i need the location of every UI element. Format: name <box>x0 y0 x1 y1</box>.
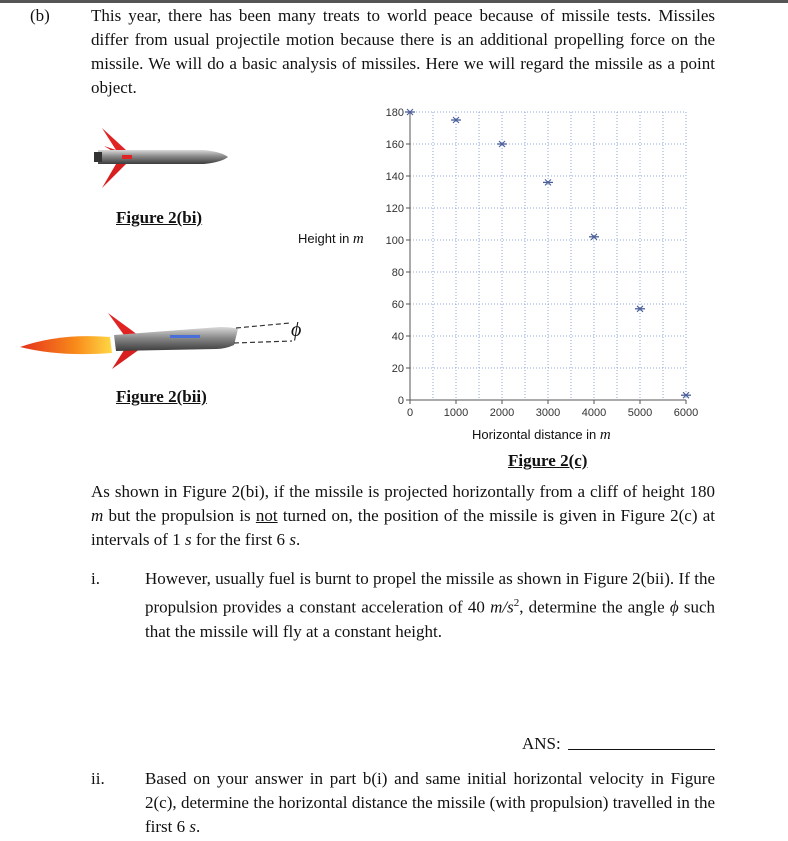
part-ii-unit-s: s <box>189 817 197 836</box>
y-tick-label: 140 <box>385 171 404 183</box>
part-ii-text <box>145 767 715 839</box>
body-paragraph <box>91 480 715 552</box>
x-tick-label: 3000 <box>535 407 561 419</box>
para-unit-s: s <box>184 530 192 549</box>
top-rule <box>0 0 788 3</box>
y-axis-unit: m <box>352 231 364 247</box>
x-tick-label: 6000 <box>673 407 699 419</box>
x-axis-label-text: Horizontal distance in <box>472 427 600 442</box>
data-point <box>497 141 507 147</box>
para-unit-s-2: s <box>289 530 296 549</box>
x-tick-label: 5000 <box>627 407 653 419</box>
part-i-unit: m/s <box>490 597 514 617</box>
part-i-superscript: 2 <box>513 597 520 609</box>
answer-blank-line[interactable] <box>568 749 715 750</box>
intro-paragraph: This year, there has been many treats to world peace because of missile tests. Missiles differ from usual projectile motion because there is an additional propelling force on the missile. We will do a basic analysis of missiles. Here we will regard the missile as a point object. <box>91 6 715 97</box>
question-label: (b) <box>30 6 50 25</box>
y-axis-label-text: Height in <box>298 231 353 246</box>
para-text-2: but the propulsion is <box>103 506 256 525</box>
x-tick-label: 4000 <box>581 407 607 419</box>
para-unit-m: m <box>91 506 104 525</box>
para-text-3: turned on, the position of the missile is given in Figure 2(c) at intervals of 1 <box>91 506 715 549</box>
para-text-1: As shown in Figure 2(bi), if the missile is projected horizontally from a cliff of height 180 <box>91 482 715 501</box>
part-i-text-c: such that the missile will fly at a constant height. <box>145 597 715 641</box>
part-ii-text-b: . <box>196 817 201 836</box>
y-tick-label: 20 <box>391 363 404 375</box>
para-text-4: for the first 6 <box>191 530 290 549</box>
x-tick-label: 2000 <box>489 407 515 419</box>
answer-label: ANS: <box>522 734 561 753</box>
part-i-text-a: However, usually fuel is burnt to propel the missile as shown in Figure 2(bii). If the propulsion provides a constant acceleration of 40 <box>145 569 715 617</box>
part-i-text <box>145 567 715 644</box>
trajectory-chart <box>370 100 699 430</box>
y-tick-label: 160 <box>385 139 404 151</box>
part-i-phi: ϕ <box>669 597 679 617</box>
y-tick-label: 80 <box>391 267 404 279</box>
para-underlined-not: not <box>255 506 278 525</box>
y-axis-label <box>298 231 364 248</box>
para-text-5: . <box>295 530 301 549</box>
part-ii-label: ii. <box>91 769 105 788</box>
data-point <box>451 117 461 123</box>
y-tick-label: 40 <box>391 331 404 343</box>
y-tick-label: 0 <box>397 395 404 407</box>
figure-2bii-caption: Figure 2(bii) <box>116 387 207 406</box>
x-tick-label: 1000 <box>443 407 469 419</box>
rocket-figure-bi <box>92 126 232 196</box>
part-i-text-b: , determine the angle <box>519 597 670 617</box>
x-tick-label: 0 <box>406 407 414 419</box>
y-tick-label: 60 <box>391 299 404 311</box>
part-i-label: i. <box>91 569 100 588</box>
y-tick-label: 100 <box>385 235 404 247</box>
x-axis-label <box>472 427 611 444</box>
x-axis-unit: m <box>599 427 611 443</box>
y-tick-label: 180 <box>385 107 404 119</box>
rocket-figure-bii <box>20 305 320 375</box>
figure-2c-caption: Figure 2(c) <box>508 451 588 470</box>
figure-2bi-caption: Figure 2(bi) <box>116 208 203 227</box>
part-ii-text-a: Based on your answer in part b(i) and same initial horizontal velocity in Figure 2(c), determine the horizontal distance the missile (with propulsion) travelled in the first 6 <box>145 769 715 836</box>
chart-grid <box>410 112 686 400</box>
y-tick-label: 120 <box>385 203 404 215</box>
phi-angle-symbol: ϕ <box>291 319 302 341</box>
